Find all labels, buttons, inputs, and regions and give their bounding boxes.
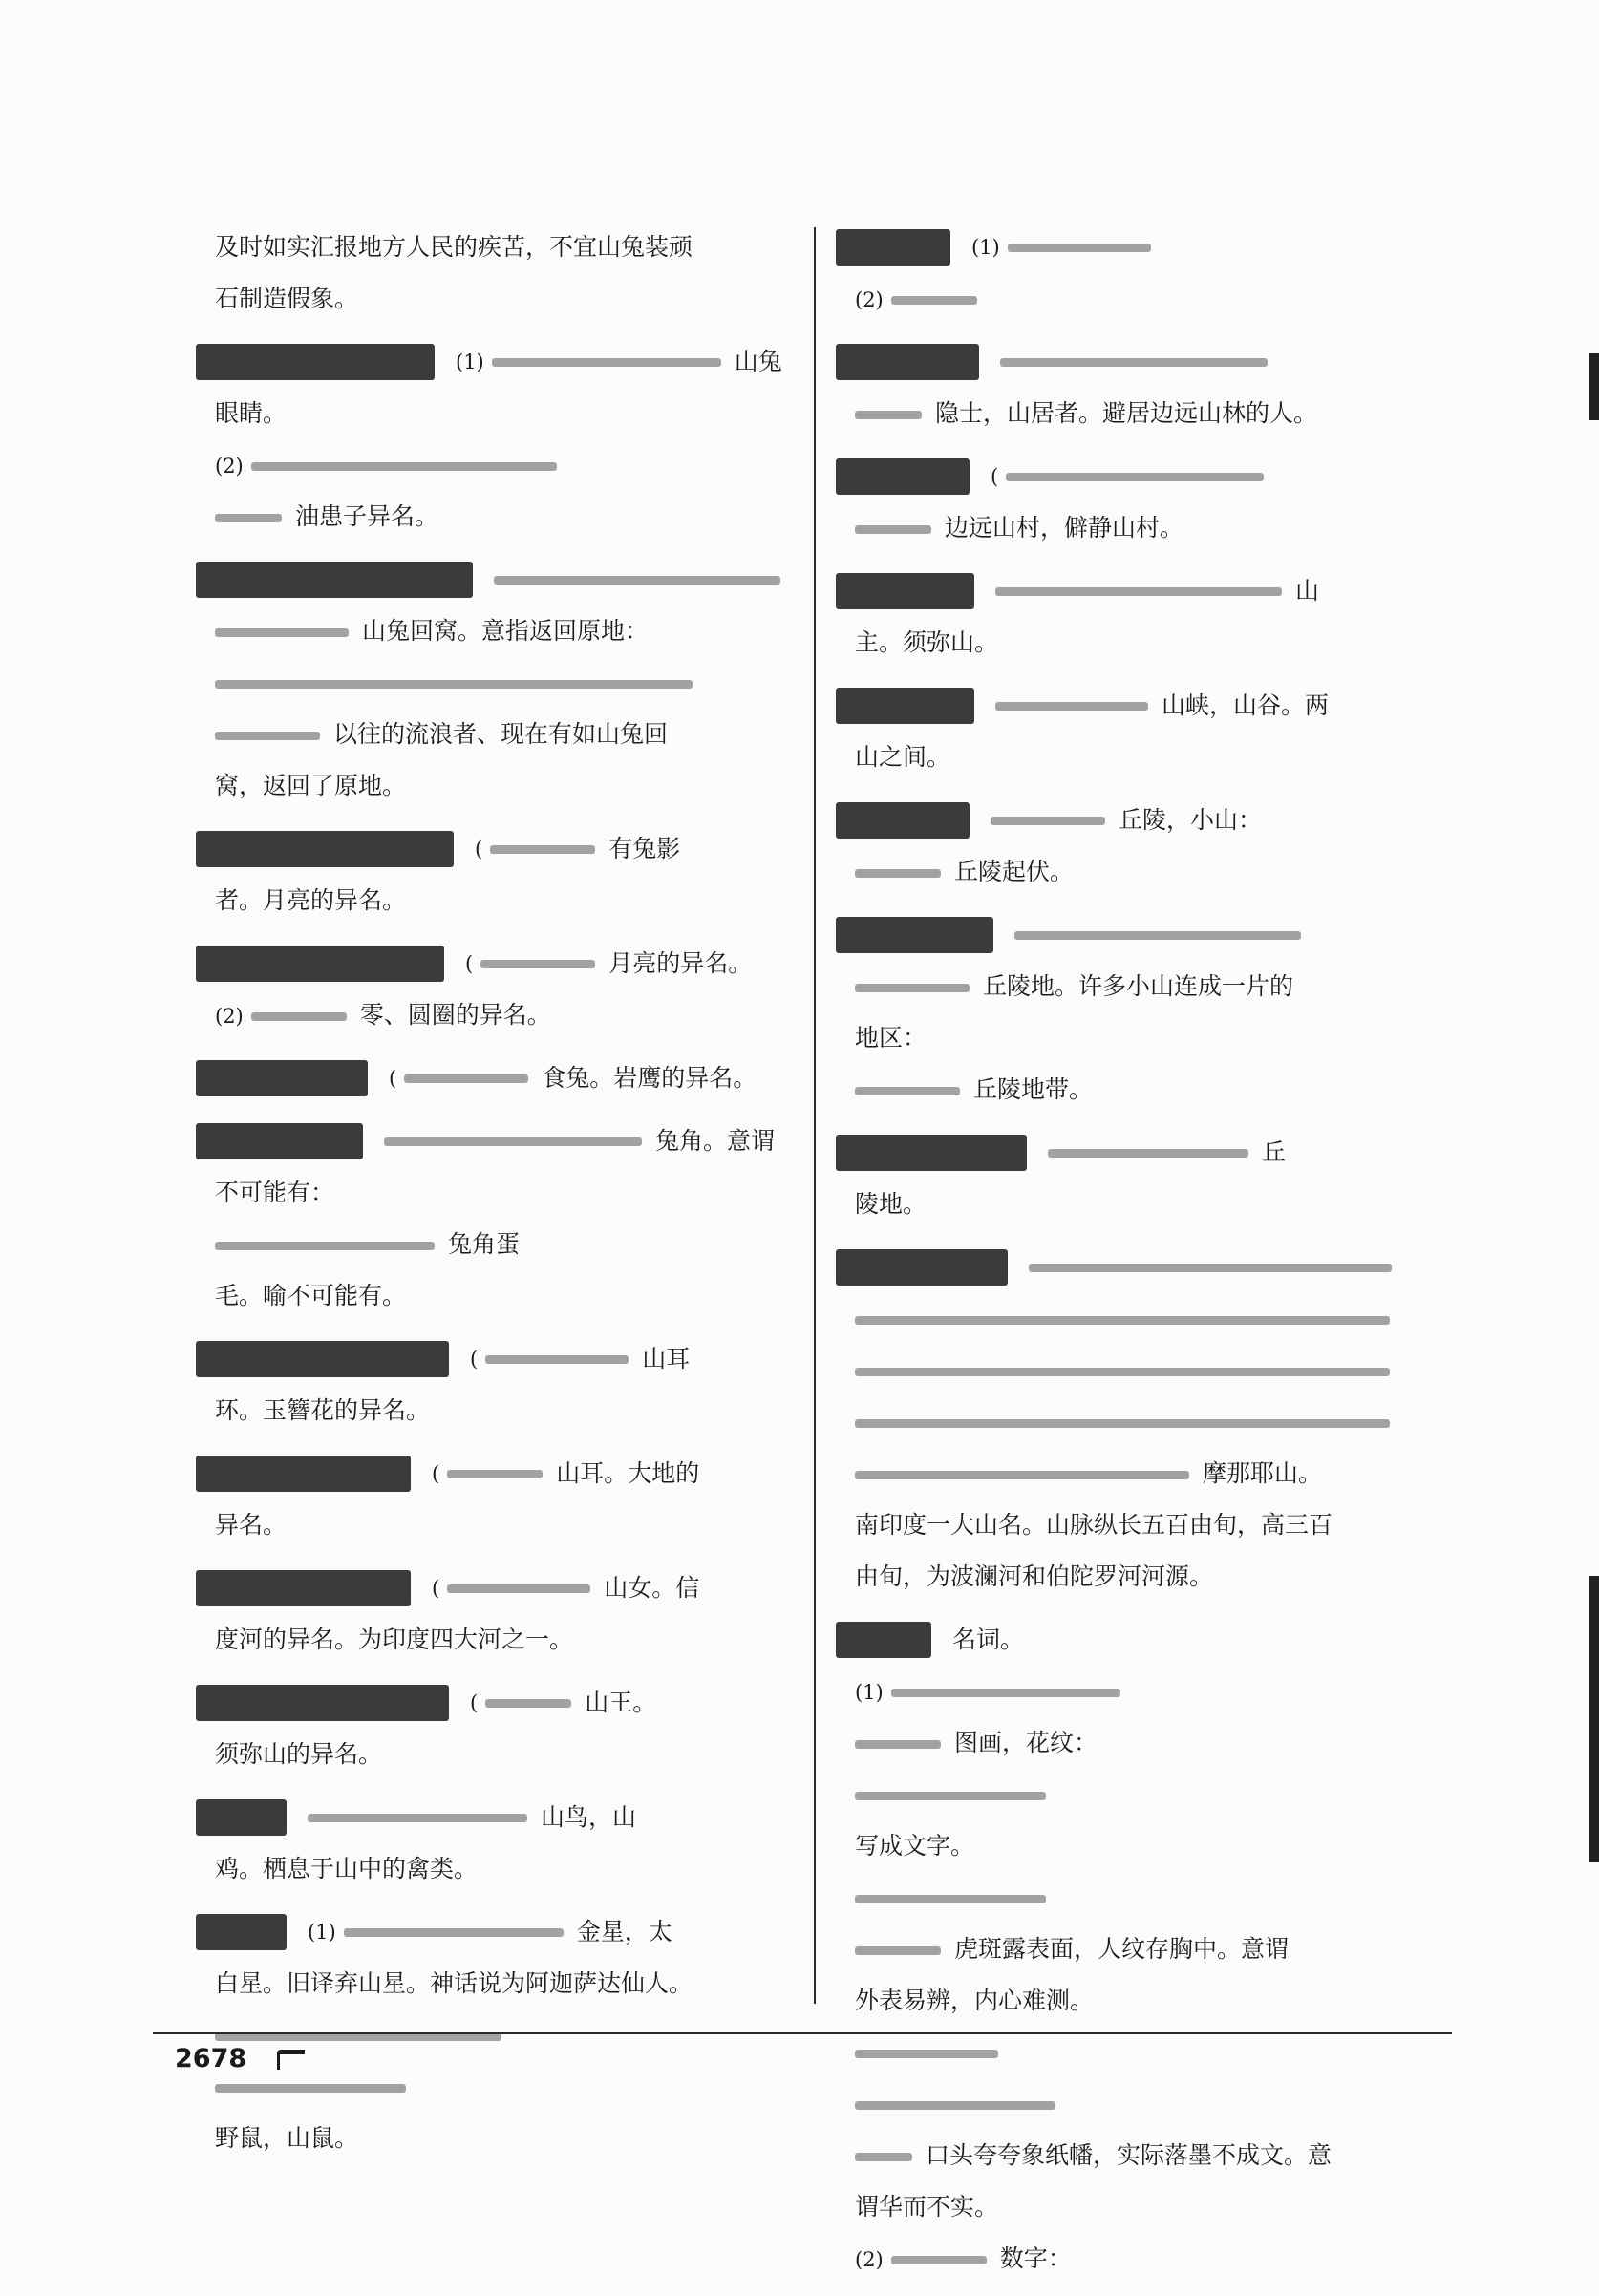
footer-rule: [153, 2032, 1452, 2034]
entry-line: [836, 1293, 1457, 1345]
gloss-text: 毛。喻不可能有。: [215, 1282, 407, 1309]
gloss-text: 谓华而不实。: [855, 2193, 999, 2221]
gloss-text: 虎斑露表面，人纹存胸中。意谓: [954, 1935, 1290, 1963]
dictionary-entry: [196, 938, 807, 1041]
gloss-text: 金星，太: [576, 1918, 672, 1945]
dictionary-entry: [836, 1127, 1457, 1230]
gloss-text: 山鸟，山: [541, 1803, 637, 1831]
gloss-text: 南印度一大山名。山脉纵长五百由旬，高三百: [855, 1511, 1333, 1539]
sense-marker: (: [475, 838, 483, 861]
sense-marker: (1): [855, 1681, 884, 1704]
tibetan-text: [215, 1242, 435, 1250]
dictionary-entry: [196, 1052, 807, 1104]
headword-line: [836, 1614, 1457, 1666]
headword: [196, 1570, 411, 1606]
gloss-text: 陵地。: [855, 1190, 927, 1218]
entry-line: [836, 2130, 1457, 2181]
headword: [196, 1799, 287, 1836]
headword-line: [836, 680, 1457, 732]
gloss-text: 有兔影: [608, 835, 681, 862]
tibetan-text: [215, 2084, 406, 2093]
headword-line: [836, 336, 1457, 388]
dictionary-entry: [196, 1677, 807, 1780]
tibetan-text: [447, 1584, 590, 1593]
entry-line: [196, 875, 807, 926]
headword: [836, 573, 974, 609]
tibetan-text: [855, 869, 941, 878]
tibetan-text: [1000, 358, 1268, 367]
tibetan-text: [1014, 931, 1301, 940]
headword-line: [196, 1448, 807, 1499]
tibetan-text: [855, 1740, 941, 1749]
sense-marker: (: [470, 1348, 479, 1371]
entry-line: [836, 846, 1457, 898]
headword-line: [836, 565, 1457, 617]
dictionary-entry: [196, 1116, 807, 1322]
entry-line: [836, 2181, 1457, 2233]
running-head-letter: [277, 2050, 305, 2070]
headword-line: [196, 1333, 807, 1385]
dictionary-entry: [196, 823, 807, 926]
headword-line: [836, 795, 1457, 846]
gloss-text: 野鼠，山鼠。: [215, 2124, 359, 2152]
gloss-text: 者。月亮的异名。: [215, 886, 407, 914]
headword: [196, 1341, 449, 1377]
gloss-text: 零、圆圈的异名。: [359, 1001, 551, 1029]
entry-line: [836, 388, 1457, 439]
headword: [836, 1249, 1008, 1286]
sense-marker: (1): [971, 236, 1000, 259]
dictionary-entry: [196, 336, 807, 542]
tibetan-text: [480, 960, 595, 968]
gloss-text: 丘: [1262, 1138, 1287, 1166]
tibetan-text: [1008, 244, 1151, 252]
headword-line: [196, 336, 807, 388]
tibetan-text: [215, 732, 320, 740]
entry-line: [196, 1843, 807, 1895]
gloss-text: 边远山村，僻静山村。: [945, 514, 1184, 542]
entry-line: [836, 2027, 1457, 2078]
continuation-text: [196, 222, 807, 325]
headword: [196, 344, 435, 380]
headword: [836, 1622, 931, 1658]
dictionary-entry: [836, 1242, 1457, 1603]
headword-line: [836, 451, 1457, 502]
dictionary-entry: [196, 1563, 807, 1666]
entry-line: [196, 989, 807, 1041]
entry-line: [196, 1499, 807, 1551]
headword: [196, 1685, 449, 1721]
tibetan-text: [344, 1928, 564, 1937]
gloss-text: 写成文字。: [855, 1832, 975, 1860]
gloss-text: 环。玉簪花的异名。: [215, 1396, 431, 1424]
gloss-text: 油患子异名。: [295, 502, 439, 530]
page-number: 2678: [175, 2044, 247, 2073]
gloss-text: 隐士，山居者。避居边远山林的人。: [935, 399, 1318, 427]
entry-line: [196, 2113, 807, 2164]
headword: [836, 458, 970, 495]
tibetan-text: [251, 1012, 347, 1021]
entry-line: [836, 1872, 1457, 1924]
gloss-text: 主。须弥山。: [855, 628, 999, 656]
headword: [196, 562, 473, 598]
headword-line: [196, 1052, 807, 1104]
gloss-text: 山耳。大地的: [556, 1459, 700, 1487]
entry-line: [196, 606, 807, 657]
gloss-text: 须弥山的异名。: [215, 1740, 383, 1768]
entry-line: [836, 2233, 1457, 2285]
tibetan-text: [855, 984, 970, 992]
entry-line: [836, 961, 1457, 1012]
tibetan-text: [215, 680, 693, 689]
headword-line: [836, 222, 1457, 273]
headword-line: [196, 1116, 807, 1167]
sense-marker: (1): [308, 1921, 336, 1944]
sense-marker: (2): [855, 288, 884, 311]
headword: [196, 1123, 363, 1159]
entry-line: [196, 657, 807, 709]
headword: [196, 946, 444, 982]
tibetan-text: [251, 462, 557, 471]
tibetan-text: [855, 1087, 960, 1095]
tibetan-text: [1029, 1264, 1392, 1272]
dictionary-entry: [836, 565, 1457, 669]
sense-marker: (: [991, 465, 999, 488]
headword: [836, 688, 974, 724]
entry-line: [836, 1924, 1457, 1975]
edge-mark: [1589, 353, 1599, 420]
entry-line: [196, 709, 807, 760]
tibetan-text: [1006, 473, 1264, 481]
headword-line: [836, 1242, 1457, 1293]
tibetan-text: [855, 1946, 941, 1955]
headword: [196, 1060, 368, 1096]
headword: [196, 831, 454, 867]
tibetan-text: [855, 2153, 912, 2161]
dictionary-entry: [196, 1906, 807, 2164]
headword-line: [836, 1127, 1457, 1179]
tibetan-text: [447, 1470, 543, 1478]
headword-line: [196, 1792, 807, 1843]
dictionary-entry: [836, 795, 1457, 898]
entry-line: [196, 1614, 807, 1666]
dictionary-entry: [836, 336, 1457, 439]
gloss-text: 山王。: [585, 1689, 657, 1716]
gloss-text: 石制造假象。: [215, 285, 359, 312]
headword: [836, 344, 979, 380]
entry-line: [836, 1345, 1457, 1396]
left-column: [196, 222, 807, 2176]
gloss-text: 丘陵起伏。: [954, 858, 1075, 885]
headword-line: [836, 909, 1457, 961]
entry-line: [196, 1167, 807, 1219]
entry-line: [836, 1012, 1457, 1064]
gloss-text: 窝，返回了原地。: [215, 772, 407, 799]
entry-line: [196, 439, 807, 491]
gloss-text: 度河的异名。为印度四大河之一。: [215, 1626, 574, 1653]
gloss-text: 由旬，为波澜河和伯陀罗河河源。: [855, 1563, 1214, 1590]
edge-mark: [1589, 1576, 1599, 1862]
tibetan-text: [855, 525, 931, 534]
gloss-text: 丘陵地带。: [973, 1075, 1094, 1103]
sense-marker: (: [465, 952, 474, 975]
gloss-text: 山峡，山谷。两: [1162, 691, 1330, 719]
entry-line: [196, 273, 807, 325]
entry-line: [196, 1729, 807, 1780]
tibetan-text: [485, 1355, 629, 1364]
sense-marker: (2): [215, 1005, 244, 1028]
gloss-text: 山兔回窝。意指返回原地：: [362, 617, 650, 645]
tibetan-text: [855, 1792, 1046, 1800]
dictionary-entry: [196, 1333, 807, 1436]
gloss-text: 以往的流浪者、现在有如山兔回: [333, 720, 669, 748]
headword-line: [196, 1677, 807, 1729]
tibetan-text: [494, 576, 780, 585]
tibetan-text: [855, 1316, 1390, 1325]
gloss-text: 山之间。: [855, 743, 951, 771]
entry-line: [196, 491, 807, 542]
headword-line: [196, 554, 807, 606]
entry-line: [196, 1270, 807, 1322]
headword: [836, 229, 950, 266]
headword-line: [196, 823, 807, 875]
headword: [196, 1914, 287, 1950]
tibetan-text: [855, 1419, 1390, 1428]
gloss-text: 兔角。意谓: [655, 1127, 776, 1155]
entry-line: [836, 502, 1457, 554]
tibetan-text: [215, 628, 349, 637]
gloss-text: 白星。旧译弃山星。神话说为阿迦萨达仙人。: [215, 1969, 693, 1997]
entry-line: [196, 222, 807, 273]
sense-marker: (: [389, 1067, 397, 1090]
tibetan-text: [855, 2050, 998, 2058]
gloss-text: 山兔: [734, 348, 782, 375]
dictionary-entry: [836, 1614, 1457, 2285]
sense-marker: (: [432, 1462, 440, 1485]
entry-line: [196, 388, 807, 439]
tibetan-text: [891, 2256, 987, 2264]
entry-line: [836, 273, 1457, 325]
headword: [836, 917, 993, 953]
dictionary-entry: [836, 451, 1457, 554]
gloss-text: 数字：: [999, 2244, 1072, 2272]
entry-line: [836, 1551, 1457, 1603]
entry-line: [836, 1717, 1457, 1769]
tibetan-text: [384, 1137, 642, 1146]
headword: [836, 802, 970, 839]
gloss-text: 异名。: [215, 1511, 288, 1539]
entry-line: [836, 1179, 1457, 1230]
tibetan-text: [404, 1074, 528, 1083]
gloss-text: 名词。: [952, 1626, 1025, 1653]
dictionary-entry: [196, 1448, 807, 1551]
entry-line: [836, 617, 1457, 669]
gloss-text: 眼睛。: [215, 399, 288, 427]
entry-line: [836, 1396, 1457, 1448]
gloss-text: 不可能有：: [215, 1179, 335, 1206]
entry-line: [196, 760, 807, 812]
tibetan-text: [891, 1689, 1120, 1697]
entry-line: [836, 1975, 1457, 2027]
entry-line: [836, 1499, 1457, 1551]
headword-line: [196, 1906, 807, 1958]
tibetan-text: [485, 1699, 571, 1708]
dictionary-entry: [836, 680, 1457, 783]
entry-line: [836, 1064, 1457, 1116]
headword-line: [196, 1563, 807, 1614]
entry-line: [196, 1385, 807, 1436]
tibetan-text: [995, 702, 1148, 711]
entry-line: [836, 2078, 1457, 2130]
tibetan-text: [490, 845, 595, 854]
tibetan-text: [1048, 1149, 1248, 1158]
entry-line: [836, 1448, 1457, 1499]
headword: [196, 1456, 411, 1492]
gloss-text: 地区：: [855, 1024, 927, 1052]
gloss-text: 口头夸夸象纸幡，实际落墨不成文。意: [926, 2141, 1332, 2169]
sense-marker: (2): [215, 455, 244, 478]
gloss-text: 月亮的异名。: [608, 949, 753, 977]
tibetan-text: [855, 1895, 1046, 1903]
tibetan-text: [995, 587, 1282, 596]
tibetan-text: [891, 296, 977, 305]
right-column: [836, 222, 1457, 2296]
entry-line: [836, 1820, 1457, 1872]
gloss-text: 丘陵，小山：: [1119, 806, 1263, 834]
sense-marker: (2): [855, 2248, 884, 2271]
tibetan-text: [855, 2101, 1055, 2110]
gloss-text: 鸡。栖息于山中的禽类。: [215, 1855, 479, 1882]
tibetan-text: [492, 358, 721, 367]
gloss-text: 外表易辨，内心难测。: [855, 1987, 1095, 2014]
gloss-text: 兔角蛋: [448, 1230, 521, 1258]
tibetan-text: [855, 1471, 1189, 1479]
entry-line: [836, 1769, 1457, 1820]
dictionary-entry: [836, 222, 1457, 325]
tibetan-text: [991, 817, 1105, 825]
headword-line: [196, 938, 807, 989]
dictionary-entry: [836, 909, 1457, 1116]
tibetan-text: [215, 514, 282, 522]
gloss-text: 山耳: [642, 1345, 691, 1372]
gloss-text: 食兔。岩鹰的异名。: [542, 1064, 757, 1092]
tibetan-text: [855, 411, 922, 419]
tibetan-text: [308, 1814, 527, 1822]
gloss-text: 图画，花纹：: [954, 1729, 1098, 1756]
headword: [836, 1135, 1027, 1171]
gloss-text: 及时如实汇报地方人民的疾苦，不宜山兔装顽: [215, 233, 693, 261]
entry-line: [836, 732, 1457, 783]
sense-marker: (: [470, 1691, 479, 1714]
gloss-text: 山女。信: [604, 1574, 700, 1602]
entry-line: [196, 1219, 807, 1270]
entry-line: [836, 1666, 1457, 1717]
column-divider: [814, 227, 816, 2004]
gloss-text: 丘陵地。许多小山连成一片的: [983, 972, 1294, 1000]
entry-line: [196, 1958, 807, 2009]
gloss-text: 山: [1295, 577, 1320, 605]
dictionary-entry: [196, 554, 807, 812]
sense-marker: (1): [456, 351, 484, 373]
sense-marker: (: [432, 1577, 440, 1600]
dictionary-entry: [196, 1792, 807, 1895]
gloss-text: 摩那耶山。: [1203, 1459, 1323, 1487]
tibetan-text: [855, 1368, 1390, 1376]
